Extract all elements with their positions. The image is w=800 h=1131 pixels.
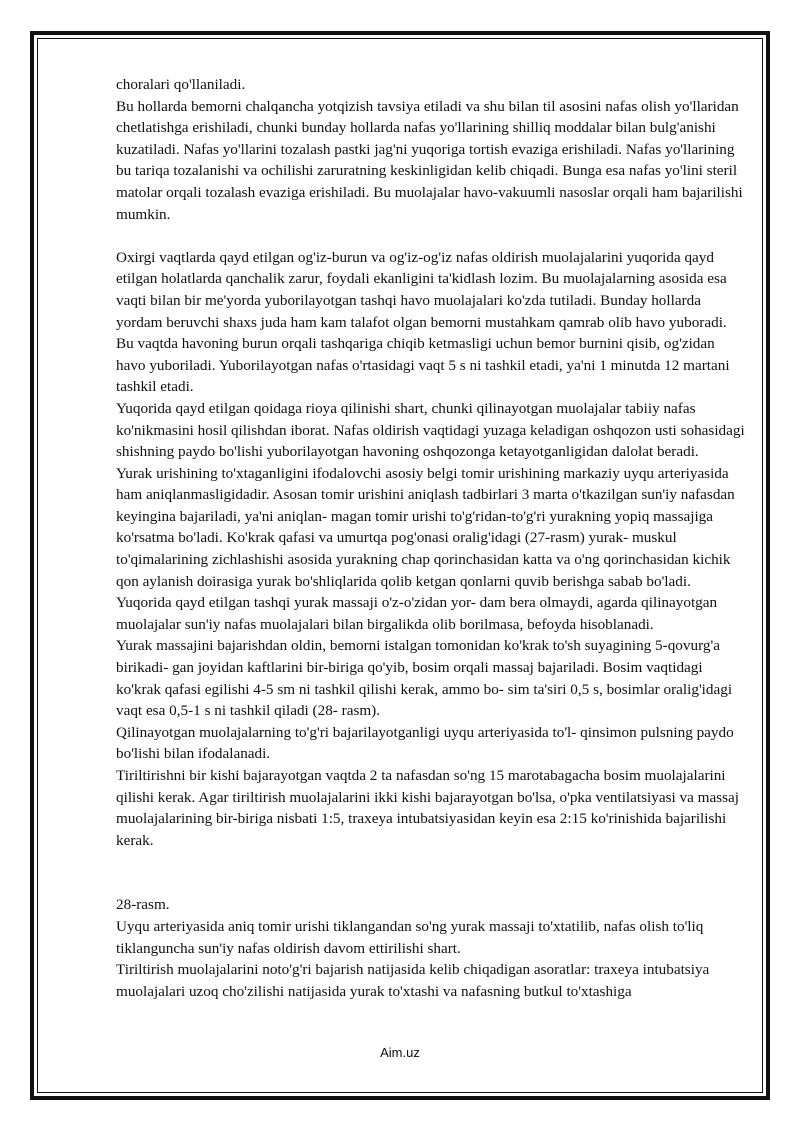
paragraph: Uyqu arteriyasida aniq tomir urishi tiklangandan so'ng yurak massaji to'xtatilib, nafas olish to'liq tiklanguncha sun'iy nafas oldirish davom ettirilishi shart. — [116, 917, 704, 957]
paragraph: Qilinayotgan muolajalarning to'g'ri bajarilayotganligi uyqu arteriyasida to'l- qinsimon pulsning paydo bo'lishi bilan ifodalanadi. — [116, 723, 734, 763]
paragraph: choralari qo'llaniladi. — [116, 76, 246, 93]
paragraph: Yuqorida qayd etilgan qoidaga rioya qilinishi shart, chunki qilinayotgan muolajalar tabiiy nafas ko'nikmasini hosil qilishdan iborat. Nafas oldirish vaqtidagi yuzaga keladigan oshqozon usti sohasidagi shishning paydo bo'lishi yuborilayotgan havoning oshqozonga ketayotganligidan dalolat beradi. — [116, 399, 745, 461]
figure-spacer — [116, 851, 746, 894]
paragraph: Yurak massajini bajarishdan oldin, bemorni istalgan tomonidan ko'krak to'sh suyagining 5-qovurg'a birikadi- gan joyidan kaftlarini bir-biriga qo'yib, bosim orqali massaj bajariladi. Bosim vaqtidagi ko'krak qafasi egilishi 4-5 sm ni tashkil qilishi kerak, ammo bo- sim ta'siri 0,5 s, bosimlar oralig'idagi vaqt esa 0,5-1 s ni tashkil qiladi (28- rasm). — [116, 637, 733, 720]
figure-caption: 28-rasm. — [116, 896, 170, 914]
paragraph: Oxirgi vaqtlarda qayd etilgan og'iz-burun va og'iz-og'iz nafas oldirish muolajalarini yuqorida qayd etilgan holatlarda qanchalik zarur, foydali ekanligini ta'kidlash lozim. Bu muolajalarning asosida esa vaqti bilan bir me'yorda yuborilayotgan tashqi havo muolajalari ko'zda tutiladi. Bunday hollarda yordam beruvchi shaxs juda ham kam talafot olgan bemorni mustahkam qamrab olib havo yuboradi. Bu vaqtda havoning burun orqali tashqariga chiqib ketmasligi uchun bemor burnini qisib, og'zidan havo yuboriladi. Yuborilayotgan nafas o'rtasidagi vaqt 5 s ni tashkil etadi, ya'ni 1 minutda 12 martani tashkil etadi. — [116, 248, 730, 396]
paragraph: Yurak urishining to'xtaganligini ifodalovchi asosiy belgi tomir urishining markaziy uyqu arteriyasida ham aniqlanmasligidadir. Asosan tomir urishini aniqlash tadbirlari 3 marta o'tkazilgan sun'iy nafasdan keyingina bajariladi, ya'ni aniqlan- magan tomir urishi to'g'ridan-to'g'ri yurakning yopiq massajiga ko'rsatma bo'ladi. Ko'krak qafasi va umurtqa pog'onasi oralig'idagi (27-rasm) yurak- muskul to'qimalarining zichlashishi asosida yurakning chap qorinchasidan katta va o'ng qorinchasidan kichik qon aylanish doirasiga yurak bo'shliqlarida qolib ketgan qonlarni quvib berishga sabab bo'ladi. Yuqorida qayd etilgan tashqi yurak massaji o'z-o'zidan yor- dam bera olmaydi, agarda qilinayotgan muolajalar sun'iy nafas muolajalari bilan birgalikda olib borilmasa, befoyda hisoblanadi. — [116, 464, 735, 633]
paragraph: Tiriltirishni bir kishi bajarayotgan vaqtda 2 ta nafasdan so'ng 15 marotabagacha bosim muolajalarini qilishi kerak. Agar tiriltirish muolajalarini ikki kishi bajarayotgan bo'lsa, o'pka ventilatsiyasi va massaj muolajalarining bir-biriga nisbati 1:5, traxeya intubatsiyasidan keyin esa 2:15 ko'rinishida bajarilishi kerak. — [116, 767, 739, 849]
document-body — [116, 74, 746, 1002]
paragraph: Tiriltirish muolajalarini noto'g'ri bajarish natijasida kelib chiqadigan asoratlar: traxeya intubatsiya muolajalari uzoq cho'zilishi natijasida yurak to'xtashi va nafasning butkul to'xtashiga — [116, 961, 710, 1000]
page-footer: Aim.uz — [380, 1045, 420, 1060]
paragraph-spacer — [116, 225, 746, 247]
paragraph: Bu hollarda bemorni chalqancha yotqizish tavsiya etiladi va shu bilan til asosini nafas olish yo'llaridan chetlatishga erishiladi, chunki bunday hollarda nafas yo'llarining shilliq moddalar bilan bulg'anishi kuzatiladi. Nafas yo'llarini tozalash pastki jag'ni yuqoriga tortish evaziga erishiladi. Nafas yo'llarining bu tariqa tozalanishi va ochilishi zaruratning keskinligidan kelib chiqadi. Bunga esa nafas yo'lini steril matolar orqali tozalash evaziga erishiladi. Bu muolajalar havo-vakuumli nasoslar orqali ham bajarilishi mumkin. — [116, 97, 743, 223]
